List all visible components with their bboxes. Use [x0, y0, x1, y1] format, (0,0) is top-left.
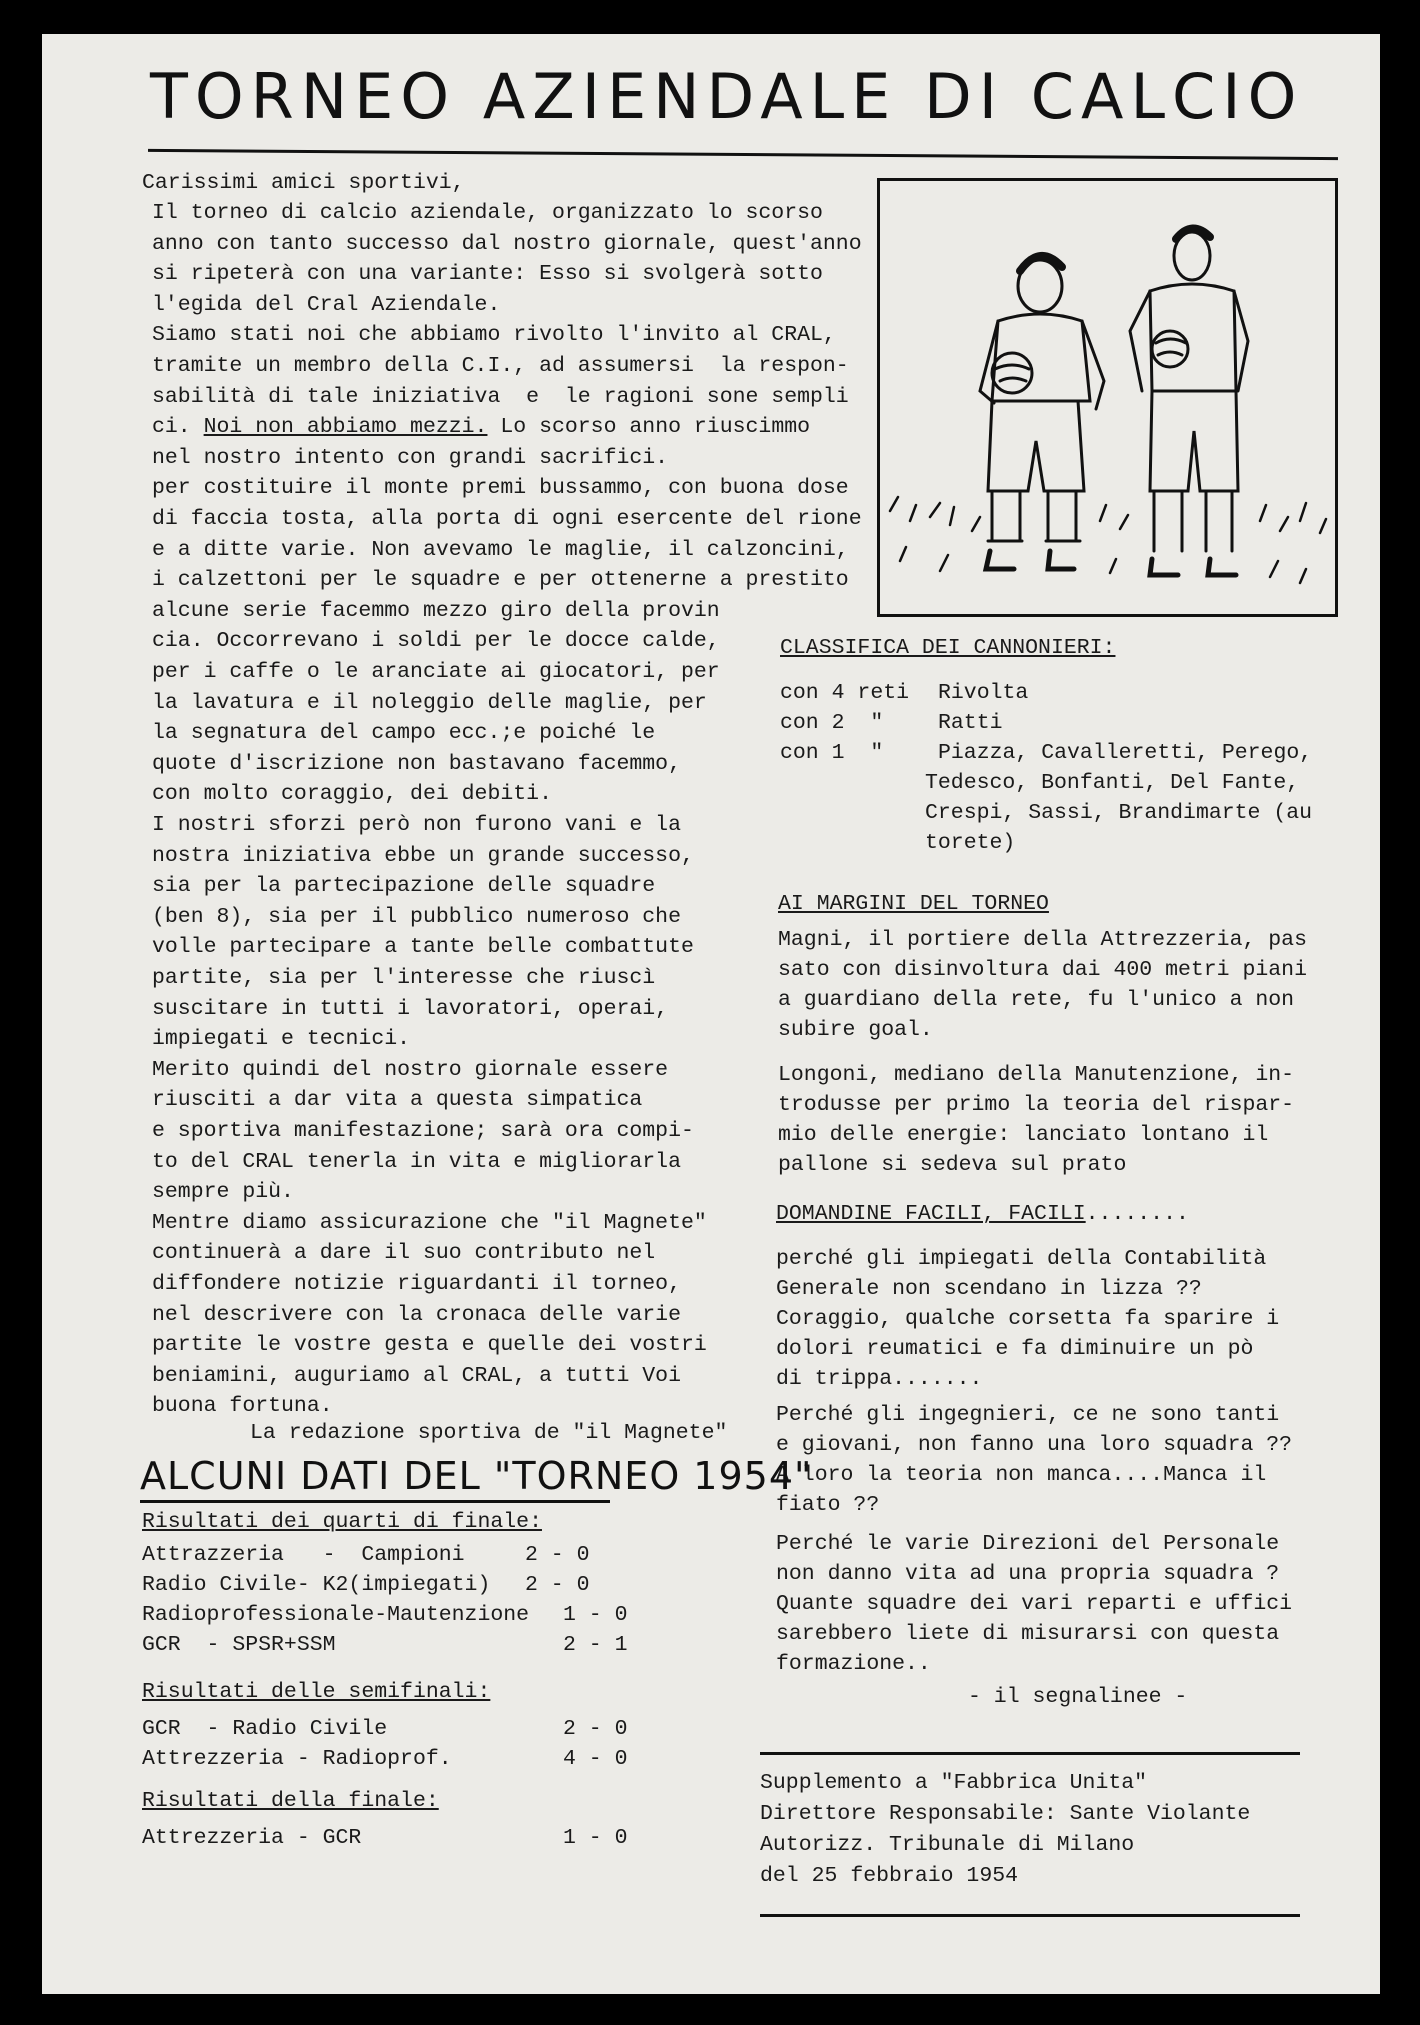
result-score: 4 - 0	[563, 1747, 628, 1771]
article-line: buona fortuna.	[152, 1394, 333, 1419]
colophon-line: del 25 febbraio 1954	[760, 1864, 1019, 1888]
article-line: Merito quindi del nostro giornale essere	[152, 1057, 669, 1082]
article-line: beniamini, auguriamo al CRAL, a tutti Voi	[152, 1363, 681, 1388]
margins-line: a guardiano della rete, fu l'unico a non	[778, 988, 1295, 1012]
article-line: per i caffe o le aranciate ai giocatori, per	[152, 660, 720, 684]
margins-line: Longoni, mediano della Manutenzione, in-	[778, 1063, 1295, 1087]
article-line: la lavatura e il noleggio delle maglie, per	[152, 690, 707, 715]
questions-title: DOMANDINE FACILI, FACILI	[776, 1202, 1086, 1226]
margins-line: mio delle energie: lanciato lontano il	[778, 1123, 1269, 1147]
page-title: TORNEO AZIENDALE DI CALCIO	[150, 60, 1304, 133]
final-title: Risultati della finale:	[142, 1789, 439, 1813]
article-line: suscitare in tutti i lavoratori, operai,	[152, 996, 669, 1021]
questions-line: Generale non scendano in lizza ??	[776, 1277, 1202, 1301]
article-line: la segnatura del campo ecc.;e poiché le	[152, 721, 656, 746]
questions-line: Coraggio, qualche corsetta fa sparire i	[776, 1307, 1280, 1331]
article-signature: La redazione sportiva de "il Magnete"	[250, 1421, 728, 1445]
article-line: anno con tanto successo dal nostro giornale, quest'anno	[152, 231, 862, 256]
result-match: Attrezzeria - Radioprof.	[142, 1747, 452, 1771]
margins-line: sato con disinvoltura dai 400 metri piani	[778, 958, 1307, 982]
article-line: I nostri sforzi però non furono vani e la	[152, 813, 681, 837]
quarterfinals-title: Risultati dei quarti di finale:	[142, 1510, 542, 1534]
colophon-line: Autorizz. Tribunale di Milano	[760, 1833, 1135, 1857]
questions-title-wrap	[776, 1199, 1189, 1229]
questions-line: non danno vita ad una propria squadra ?	[776, 1562, 1280, 1586]
article-line: con molto coraggio, dei debiti.	[152, 782, 552, 807]
article-line: (ben 8), sia per il pubblico numeroso che	[152, 904, 681, 929]
article-line: sabilità di tale iniziativa e le ragioni sone sempli	[152, 384, 849, 409]
questions-line: Quante squadre dei vari reparti e uffici	[776, 1592, 1293, 1616]
scorer-names: Piazza, Cavalleretti, Perego,	[938, 741, 1313, 765]
article-line: nel nostro intento con grandi sacrifici.	[152, 445, 669, 470]
scorers-title: CLASSIFICA DEI CANNONIERI:	[780, 636, 1116, 660]
article-line: tramite un membro della C.I., ad assumersi la respon-	[152, 354, 849, 378]
result-match: Attrazzeria - Campioni	[142, 1543, 465, 1567]
colophon-bottom-rule	[760, 1914, 1300, 1917]
scorer-names-cont: Tedesco, Bonfanti, Del Fante,	[925, 771, 1300, 795]
two-players-drawing	[880, 181, 1335, 614]
margins-line: trodusse per primo la teoria del rispar-	[778, 1093, 1295, 1117]
article-line: to del CRAL tenerla in vita e migliorarla	[152, 1149, 681, 1174]
article-line: e a ditte varie. Non avevamo le maglie, il calzoncini,	[152, 537, 849, 562]
football-players-illustration	[877, 178, 1338, 617]
data-section-title-underline	[140, 1500, 610, 1503]
data-section-title: ALCUNI DATI DEL "TORNEO 1954"	[140, 1454, 813, 1498]
article-line: nel descrivere con la cronaca delle varie	[152, 1302, 681, 1327]
article-line: impiegati e tecnici.	[152, 1027, 411, 1052]
article-line: si ripeterà con una variante: Esso si svolgerà sotto	[152, 262, 823, 287]
questions-line: perché gli impiegati della Contabilità	[776, 1247, 1267, 1271]
questions-line: Perché le varie Direzioni del Personale	[776, 1532, 1280, 1556]
questions-line: sarebbero liete di misurarsi con questa	[776, 1622, 1280, 1646]
after-underlined: Lo scorso anno riuscimmo	[487, 415, 811, 440]
scorer-goals: con 1 "	[780, 741, 884, 765]
salutation: Carissimi amici sportivi,	[142, 171, 465, 195]
result-score: 2 - 0	[525, 1543, 590, 1567]
article-line: nostra iniziativa ebbe un grande successo,	[152, 843, 694, 868]
underlined-phrase: Noi non abbiamo mezzi.	[203, 415, 488, 440]
article-line: i calzettoni per le squadre e per ottenerne a prestito	[152, 568, 849, 593]
article-line: ci. Noi non abbiamo mezzi. Lo scorso anno riuscimmo	[152, 415, 811, 440]
scorer-goals: con 2 "	[780, 711, 884, 735]
result-score: 1 - 0	[563, 1826, 628, 1850]
result-score: 2 - 0	[563, 1717, 628, 1741]
article-line: di faccia tosta, alla porta di ogni esercente del rione	[152, 507, 862, 531]
article-line: alcune serie facemmo mezzo giro della provin	[152, 598, 720, 623]
margins-line: pallone si sedeva sul prato	[778, 1153, 1127, 1177]
scorer-names-cont: torete)	[925, 831, 1016, 855]
result-match: Radio Civile- K2(impiegati)	[142, 1573, 491, 1597]
colophon-line: Supplemento a "Fabbrica Unita"	[760, 1771, 1148, 1795]
result-match: GCR - Radio Civile	[142, 1717, 388, 1741]
margins-line: subire goal.	[778, 1018, 933, 1042]
article-line: partite le vostre gesta e quelle dei vostri	[152, 1333, 707, 1358]
article-line: quote d'iscrizione non bastavano facemmo,	[152, 751, 681, 776]
scorer-names: Rivolta	[938, 681, 1029, 705]
article-line: riusciti a dar vita a questa simpatica	[152, 1088, 643, 1113]
article-line: diffondere notizie riguardanti il torneo,	[152, 1272, 681, 1296]
article-line: Siamo stati noi che abbiamo rivolto l'invito al CRAL,	[152, 323, 836, 348]
scorer-names: Ratti	[938, 711, 1003, 735]
margins-title: AI MARGINI DEL TORNEO	[778, 892, 1049, 916]
result-score: 2 - 1	[563, 1633, 628, 1657]
article-line: sempre più.	[152, 1180, 294, 1205]
article-line: Il torneo di calcio aziendale, organizzato lo scorso	[152, 201, 823, 225]
scorer-names-cont: Crespi, Sassi, Brandimarte (au	[925, 801, 1313, 825]
margins-line: Magni, il portiere della Attrezzeria, pas	[778, 928, 1307, 952]
article-line: cia. Occorrevano i soldi per le docce calde,	[152, 629, 720, 654]
questions-line: e giovani, non fanno una loro squadra ??	[776, 1433, 1293, 1457]
questions-line: Perché gli ingegnieri, ce ne sono tanti	[776, 1403, 1280, 1427]
result-match: GCR - SPSR+SSM	[142, 1633, 336, 1657]
questions-line: fiato ??	[776, 1493, 880, 1517]
result-score: 1 - 0	[563, 1603, 628, 1627]
questions-line: A loro la teoria non manca....Manca il	[776, 1463, 1267, 1487]
result-match: Radioprofessionale-Mautenzione	[142, 1603, 530, 1627]
semifinals-title: Risultati delle semifinali:	[142, 1680, 491, 1704]
result-match: Attrezzeria - GCR	[142, 1826, 362, 1850]
questions-line: formazione..	[776, 1652, 931, 1676]
article-line: Mentre diamo assicurazione che "il Magnete"	[152, 1210, 707, 1235]
result-score: 2 - 0	[525, 1573, 590, 1597]
scorer-goals: con 4 reti	[780, 681, 910, 705]
colophon-top-rule	[760, 1752, 1300, 1755]
article-line: e sportiva manifestazione; sarà ora compi-	[152, 1119, 694, 1143]
questions-title-dots: ........	[1085, 1202, 1189, 1226]
article-line: continuerà a dare il suo contributo nel	[152, 1241, 656, 1266]
article-line: per costituire il monte premi bussammo, con buona dose	[152, 476, 849, 501]
article-line: partite, sia per l'interesse che riuscì	[152, 966, 656, 990]
colophon-line: Direttore Responsabile: Sante Violante	[760, 1802, 1251, 1826]
article-line: volle partecipare a tante belle combattute	[152, 935, 694, 960]
article-line: l'egida del Cral Aziendale.	[152, 292, 501, 317]
questions-line: dolori reumatici e fa diminuire un pò	[776, 1337, 1254, 1361]
article-line: sia per la partecipazione delle squadre	[152, 874, 656, 899]
questions-signature: - il segnalinee -	[968, 1685, 1188, 1709]
questions-line: di trippa.......	[776, 1367, 983, 1391]
